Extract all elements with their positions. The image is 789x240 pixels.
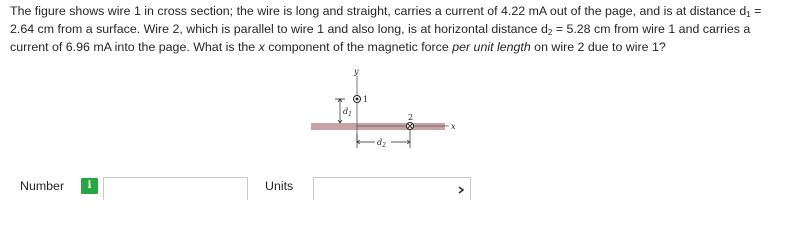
question-part-3: = 5.28 cm from wire 1 and carries a current of 6.96 mA into the page. What is the bbox=[10, 22, 751, 54]
wire-2-label: 2 bbox=[408, 113, 414, 122]
question-part-1: The figure shows wire 1 in cross section; the wire is long and straight, carries a current of 4.22 mA out of the page, and is at distance d bbox=[10, 4, 747, 18]
units-label: Units bbox=[265, 179, 294, 193]
x-variable: x bbox=[258, 40, 265, 54]
d2-label: $d_2$ bbox=[377, 138, 386, 149]
number-input[interactable] bbox=[103, 177, 248, 200]
per-unit-length-emphasis: per unit length bbox=[452, 40, 531, 54]
question-text bbox=[10, 2, 782, 56]
wire-1-label: 1 bbox=[363, 95, 369, 104]
wire-1-dot bbox=[356, 98, 359, 101]
x-axis-label: x bbox=[451, 122, 456, 131]
question-part-2: = 2.64 cm from a surface. Wire 2, which is parallel to wire 1 and also long, is at horizontal distance d bbox=[10, 4, 762, 36]
d1-subscript: 1 bbox=[746, 10, 751, 19]
wire-diagram bbox=[305, 62, 465, 158]
number-label: Number bbox=[20, 179, 65, 193]
question-part-4: component of the magnetic force bbox=[264, 40, 453, 54]
wire-figure bbox=[305, 62, 465, 158]
chevron-down-icon bbox=[456, 185, 466, 195]
answer-row bbox=[0, 175, 789, 199]
info-icon[interactable]: i bbox=[81, 178, 98, 194]
question-part-5: on wire 2 due to wire 1? bbox=[530, 40, 666, 54]
d2-subscript: 2 bbox=[547, 28, 553, 37]
y-axis-label: y bbox=[354, 67, 359, 76]
units-select[interactable] bbox=[313, 177, 471, 200]
d1-label: $d_1$ bbox=[343, 107, 352, 118]
surface bbox=[311, 123, 445, 130]
